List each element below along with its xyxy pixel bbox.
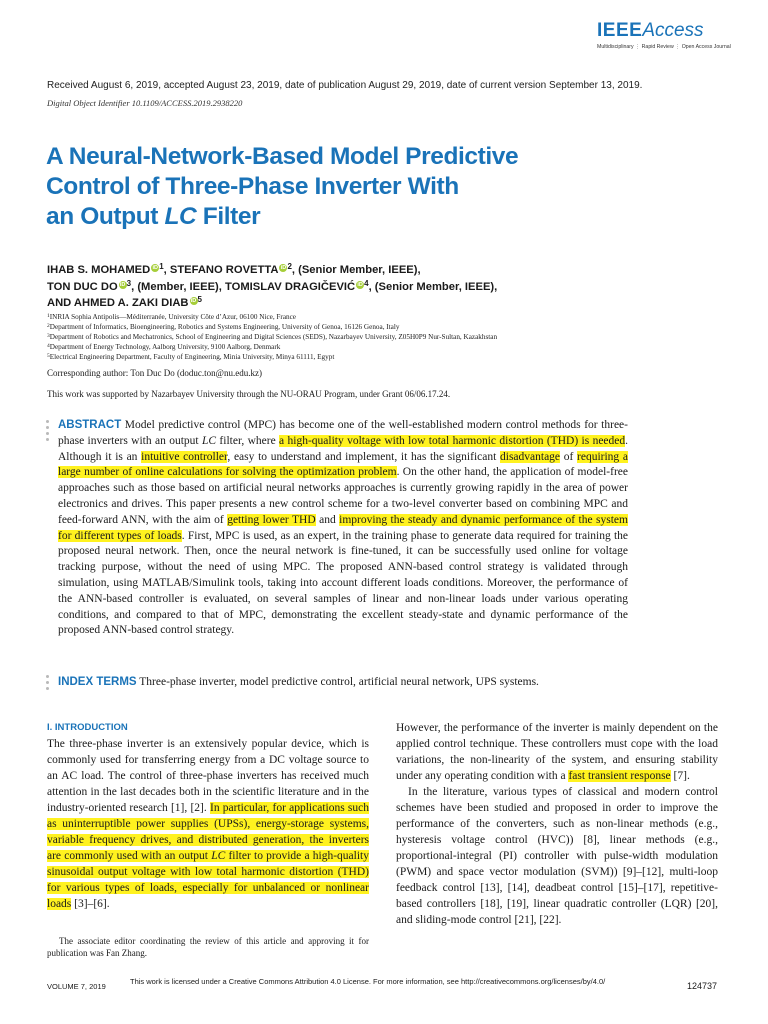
footer-volume: VOLUME 7, 2019 — [47, 982, 106, 991]
orcid-icon[interactable]: iD — [357, 281, 363, 288]
title-line-2: Control of Three-Phase Inverter With — [46, 173, 459, 200]
page-number: 124737 — [687, 981, 718, 991]
paper-title — [46, 142, 646, 232]
author-name: AND AHMED A. ZAKI DIAB — [47, 297, 189, 309]
orcid-icon[interactable]: iD — [190, 298, 197, 304]
logo-ieee-text: IEEE — [597, 20, 643, 41]
affiliation-item: $^1$INRIA Sophia Antipolis—Méditerranée, University Côte d’Azur, 06100 Nice, France — [47, 313, 296, 321]
abstract: ABSTRACT Model predictive control (MPC) has become one of the well-established modern control methods for three-phase inverters with an output LC filter, where a high-quality voltage with low total harmonic distortion (THD) is needed. Although it is an intuitive controller, easy to understand and implement, it has the significant disadvantage of requiring a large number of online calculations for solving the optimization problem. On the other hand, the application of model-free approaches such as those based on artificial neural networks approaches is currently growing rapidly in the area of power electronics and drives. This paper presents a new control scheme for a two-level converter based on combining MPC and feed-forward ANN, with the aim of getting lower THD and improving the steady and dynamic performance of the system for different types of loads. First, MPC is used, as an expert, in the training phase to generate data required for training the proposed neural network. Then, once the neural network is fine-tuned, it can be successfully used online for voltage tracking purpose, without the need of using MPC. The proposed ANN-based control strategy is validated through simulation, using MATLAB/Simulink tools, taking into account different loads conditions. Moreover, the performance of the ANN-based controller is evaluated, on several samples of linear and non-linear loads under various operating conditions, and compared to that of MPC, demonstrating the excellent steady-state and dynamic performance of the proposed ANN-based control strategy. — [58, 419, 629, 637]
abstract-dots-decoration — [46, 420, 50, 444]
section-heading: I. INTRODUCTION — [47, 722, 128, 733]
body-column-right — [396, 720, 718, 928]
index-terms-label: INDEX TERMS — [58, 676, 137, 688]
logo-tagline: Multidisciplinary ⋮ Rapid Review ⋮ Open Access Journal — [597, 44, 731, 50]
corresponding-author: Corresponding author: Ton Duc Do (doduc.ton@nu.edu.kz) — [47, 368, 262, 378]
author-name: TON DUC DO — [47, 280, 118, 293]
author-line-3: AND AHMED A. ZAKI DIAB $iD^5$ — [47, 295, 202, 309]
highlight: intuitive controller — [141, 450, 228, 463]
title-line-1: A Neural-Network-Based Model Predictive — [46, 143, 519, 170]
received-dates: Received August 6, 2019, accepted August 23, 2019, date of publication August 29, 2019, date of current version September 13, 2019. — [47, 80, 643, 91]
abstract-label: ABSTRACT — [58, 419, 122, 431]
highlight: fast transient response — [568, 770, 671, 782]
affiliation-item: $^3$Department of Robotics and Mechatronics, School of Engineering and Digital Sciences (SEDS), Nazarbayev University, Z05H0P9 Nur-Sultan, Kazakhstan — [47, 333, 498, 341]
body-column-left — [47, 720, 369, 912]
author-name: IHAB S. MOHAMED — [47, 264, 151, 276]
index-terms: INDEX TERMS Three-phase inverter, model predictive control, artificial neural network, UPS systems. — [58, 676, 539, 688]
author-name: STEFANO ROVETTA — [169, 264, 279, 276]
footer-license: This work is licensed under a Creative Commons Attribution 4.0 License. For more information, see http://creativecommons.org/licenses/by/4.0/ — [130, 977, 606, 986]
highlight: requiring a large number of online calculations for solving the optimization problem — [58, 450, 628, 479]
highlight: getting lower THD — [227, 513, 316, 526]
paragraph: In the literature, various types of classical and modern control schemes have been studied and proposed in order to improve the performance of the converters, such as non-linear methods (e.g., hysteresis voltage control (HVC)) [8], linear methods (e.g., proportional-integral (PI) controller with pulse-width modulation (PWM) and space vector modulation (SVM)) [9]–[12], multi-loop feedback control [13], [14], deadbeat control [15]–[17], repetitive-based controllers [18], [19], linear quadratic controller (LQR) [20], and sliding-mode control [21], [22]. — [396, 786, 718, 926]
affiliation-item: $^5$Electrical Engineering Department, Faculty of Engineering, Minia University, Minya 61111, Egypt — [47, 353, 335, 361]
logo-access-text: Access — [642, 20, 704, 41]
orcid-icon[interactable]: iD — [119, 281, 126, 288]
index-dots-decoration — [46, 675, 50, 693]
funding-note: This work was supported by Nazarbayev University through the NU-ORAU Program, under Grant 06/06.17.24. — [47, 389, 451, 399]
orcid-icon[interactable]: iD — [280, 265, 287, 271]
highlight: In particular, for applications such as uninterruptible power supplies (UPSs), energy-storage systems, variable frequency drives, and distributed generation, the inverters are commonly used with an output LC filter to provide a high-quality sinusoidal output voltage with low total harmonic distortion (THD) for various types of loads, especially for unbalanced or nonlinear loads — [47, 802, 369, 910]
title-line-3: an Output LC Filter — [46, 203, 261, 230]
author-line-2: TON DUC DO $iD^3$, (Member, IEEE), TOMISLAV DRAGIČEVIĆ $iD^4$, (Senior Member, IEEE), — [47, 278, 498, 293]
highlight: a high-quality voltage with low total harmonic distortion (THD) is needed — [279, 434, 626, 447]
affiliation-item: $^4$Department of Energy Technology, Aalborg University, 9100 Aalborg, Denmark — [47, 343, 281, 351]
orcid-icon[interactable]: iD — [152, 265, 158, 271]
highlight: disadvantage — [500, 450, 561, 463]
ieee-access-wordmark — [597, 20, 727, 42]
journal-logo — [597, 20, 731, 50]
highlight: improving the steady and dynamic performance of the system for different types of loads — [58, 513, 628, 542]
paragraph: The three-phase inverter is an extensively popular device, which is commonly used for transferring energy from a DC voltage source to an AC load. The control of three-phase inverters has received much attention in the last decades both in the scientific literature and in the industry-oriented research [1], [2]. In particular, for applications such as uninterruptible power supplies (UPSs), energy-storage systems, variable frequency drives, and distributed generation, the inverters are commonly used with an output LC filter to provide a high-quality sinusoidal output voltage with low total harmonic distortion (THD) for various types of loads, especially for unbalanced or nonlinear loads [3]–[6]. — [47, 738, 369, 910]
editor-footnote: The associate editor coordinating the review of this article and approving it for publication was Fan Zhang. — [47, 936, 369, 958]
affiliation-item: $^2$Department of Informatics, Bioengineering, Robotics and Systems Engineering, University of Genoa, 16126 Genoa, Italy — [47, 323, 400, 331]
author-line-1: IHAB S. MOHAMED $iD^1$, STEFANO ROVETTA $iD^2$, (Senior Member, IEEE), — [47, 262, 421, 276]
paragraph: However, the performance of the inverter is mainly dependent on the applied control technique. These controllers must cope with the load variations, the non-linearity of the system, and ensuring stability under any operating condition with a fast transient response [7]. — [396, 722, 718, 782]
affiliations — [47, 312, 497, 362]
author-list — [47, 262, 497, 312]
doi-line: Digital Object Identifier 10.1109/ACCESS.2019.2938220 — [47, 98, 243, 108]
author-name: TOMISLAV DRAGIČEVIĆ — [224, 280, 356, 293]
